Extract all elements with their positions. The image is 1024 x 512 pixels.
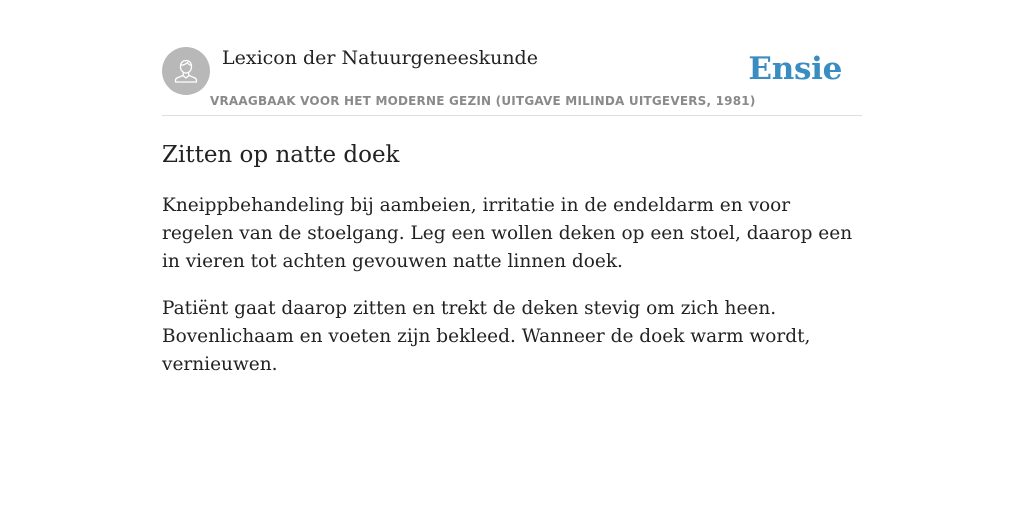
entry-body — [162, 192, 862, 398]
book-subtitle: VRAAGBAAK VOOR HET MODERNE GEZIN (UITGAVE MILINDA UITGEVERS, 1981) — [210, 94, 756, 108]
book-header — [162, 38, 862, 116]
entry-title: Zitten op natte doek — [162, 142, 400, 168]
ensie-logo-link[interactable]: Ensie — [748, 51, 842, 87]
entry-paragraph: Patiënt gaat daarop zitten en trekt de deken stevig om zich heen. Bovenlichaam en voeten zijn bekleed. Wanneer de doek warm wordt, vernieuwen. — [162, 298, 811, 375]
entry-paragraph: Kneippbehandeling bij aambeien, irritatie in de endeldarm en voor regelen van de stoelgang. Leg een wollen deken op een stoel, daarop een in vieren tot achten gevouwen natte linnen doek. — [162, 195, 853, 272]
avatar[interactable] — [162, 47, 210, 95]
user-avatar-icon — [169, 54, 203, 88]
book-title[interactable]: Lexicon der Natuurgeneeskunde — [222, 47, 538, 69]
